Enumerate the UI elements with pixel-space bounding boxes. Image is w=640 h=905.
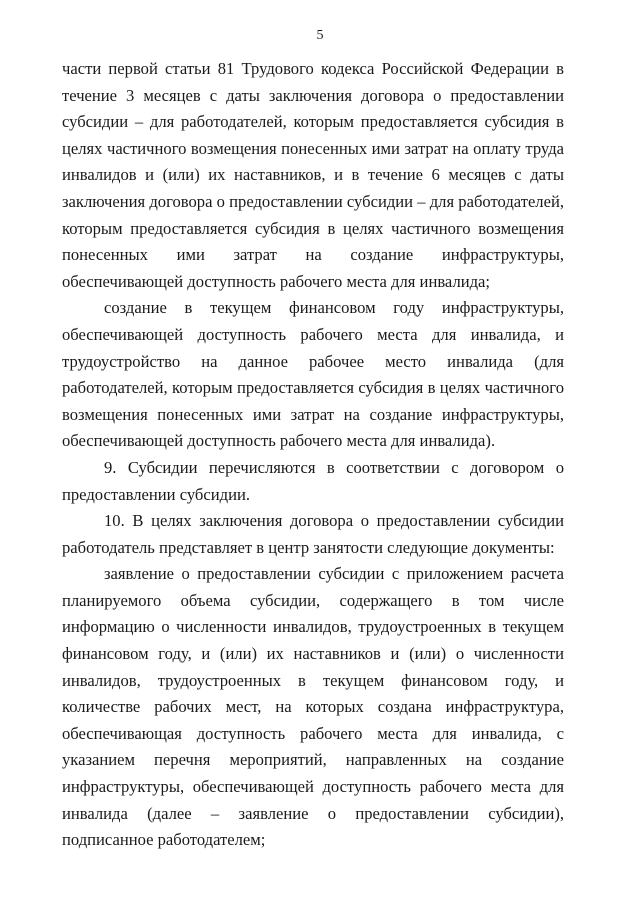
- paragraph-application: заявление о предоставлении субсидии с приложением расчета планируемого объема субсидии, содержащего в том числе информацию о численности инвалидов, трудоустроенных в текущем финансовом году, и (или) их наставников и (или) о численности инвалидов, трудоустроенных в текущем финансовом году, и количестве рабочих мест, на которых создана инфраструктура, обеспечивающая доступность рабочего места для инвалида, с указанием перечня мероприятий, направленных на создание инфраструктуры, обеспечивающей доступность рабочего места для инвалида (далее – заявление о предоставлении субсидии), подписанное работодателем;: [62, 564, 564, 850]
- paragraph-item-10: 10. В целях заключения договора о предоставлении субсидии работодатель представляет в центр занятости следующие документы:: [62, 511, 564, 557]
- paragraph-item-9: 9. Субсидии перечисляются в соответствии с договором о предоставлении субсидии.: [62, 457, 564, 504]
- paragraph-continuation: части первой статьи 81 Трудового кодекса Российской Федерации в течение 3 месяцев с даты заключения договора о предоставлении субсидии – для работодателей, которым предоставляется субсидия в целях частичного возмещения понесенных ими затрат на оплату труда инвалидов и (или) их наставников, и в течение 6 месяцев с даты заключения договора о предоставлении субсидии – для работодателей, которым предоставляется субсидия в целях частичного возмещения понесенных ими затрат на создание инфраструктуры, обеспечивающей доступность рабочего места для инвалида;: [62, 59, 564, 291]
- document-body: [62, 56, 564, 854]
- paragraph-infrastructure-creation: создание в текущем финансовом году инфраструктуры, обеспечивающей доступность рабочего места для инвалида, и трудоустройство на данное рабочее место инвалида (для работодателей, которым предоставляется субсидия в целях частичного возмещения понесенных ими затрат на создание инфраструктуры, обеспечивающей доступность рабочего места для инвалида).: [62, 298, 564, 451]
- page-number: 5: [316, 28, 324, 43]
